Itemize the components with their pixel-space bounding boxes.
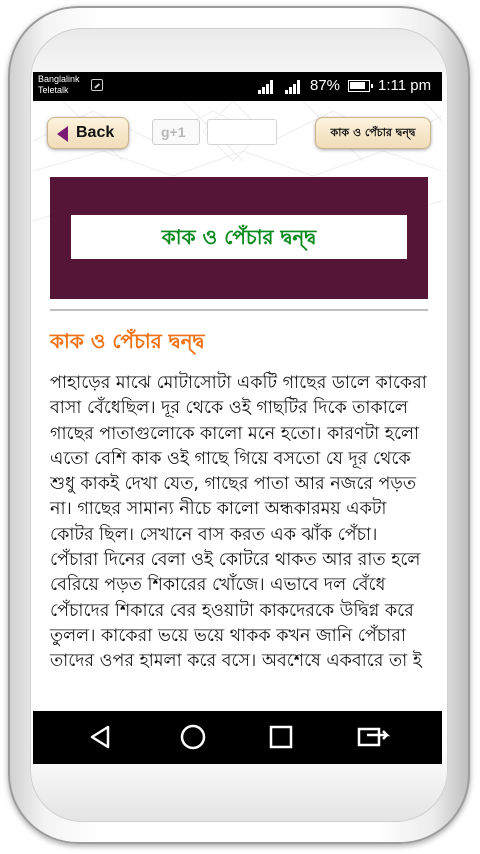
story-heading: কাক ও পেঁচার দ্বন্দ্ব bbox=[50, 329, 205, 353]
story-text: পাহাড়ের মাঝে মোটাসোটা একটি গাছের ডালে কাকেরা বাসা বেঁধেছিল। দূর থেকে ওই গাছটির দিকে তাকালে গাছের পাতাগুলোকে কালো মনে হতো। কারণটা হলো এতো বেশি কাক ওই গাছে গিয়ে বসতো যে দূর থেকে শুধু কাকই দেখা যেত, গাছের পাতা আর নজরে পড়ত না। গাছের সামান্য নীচে কালো অন্ধকারময় একটা কোটর ছিল। সেখানে বাস করত এক ঝাঁক পেঁচা। পেঁচারা দিনের বেলা ওই কোটরে থাকত আর রাত হলে বেরিয়ে পড়ত শিকারের খোঁজে। এভাবে দল বেঁধে পেঁচাদের শিকারে বের হওয়াটা কাকদেরকে উদ্বিগ্ন করে তুলল। কাকেরা ভয়ে ভয়ে থাকক কখন জানি পেঁচারা তাদের ওপর হামলা করে বসে। অবশেষে একবারে তা ই bbox=[50, 373, 427, 672]
battery-icon bbox=[348, 80, 370, 92]
nav-recents-icon[interactable] bbox=[261, 711, 301, 764]
carrier-names bbox=[38, 74, 80, 96]
signal-icon-2 bbox=[285, 80, 303, 94]
toolbar bbox=[33, 101, 442, 171]
divider bbox=[50, 309, 428, 311]
app-content[interactable] bbox=[33, 101, 442, 711]
carrier-line-2: Teletalk bbox=[38, 85, 69, 95]
device-screen bbox=[33, 72, 442, 764]
banner-title: কাক ও পেঁচার দ্বন্দ্ব bbox=[71, 215, 407, 259]
triangle-left-icon bbox=[57, 126, 68, 142]
battery-percent: 87% bbox=[310, 77, 341, 94]
navigation-bar bbox=[33, 711, 442, 764]
back-button-label: Back bbox=[76, 124, 115, 141]
nav-switch-icon[interactable] bbox=[353, 711, 393, 764]
status-bar bbox=[33, 72, 442, 101]
carrier-line-1: Banglalink bbox=[38, 74, 80, 84]
nav-back-icon[interactable] bbox=[81, 711, 121, 764]
back-button[interactable] bbox=[47, 117, 129, 149]
signal-icon-1 bbox=[258, 80, 276, 94]
google-plus-count-box bbox=[207, 119, 277, 145]
nav-home-icon[interactable] bbox=[173, 711, 213, 764]
story-title-button[interactable]: কাক ও পেঁচার দ্বন্দ্ব bbox=[315, 117, 431, 149]
sim-card-icon bbox=[91, 79, 103, 91]
title-banner bbox=[50, 177, 428, 299]
google-plus-label: g+1 bbox=[161, 124, 186, 140]
status-clock: 1:11 pm bbox=[378, 77, 432, 94]
google-plus-one-button[interactable] bbox=[152, 119, 200, 145]
